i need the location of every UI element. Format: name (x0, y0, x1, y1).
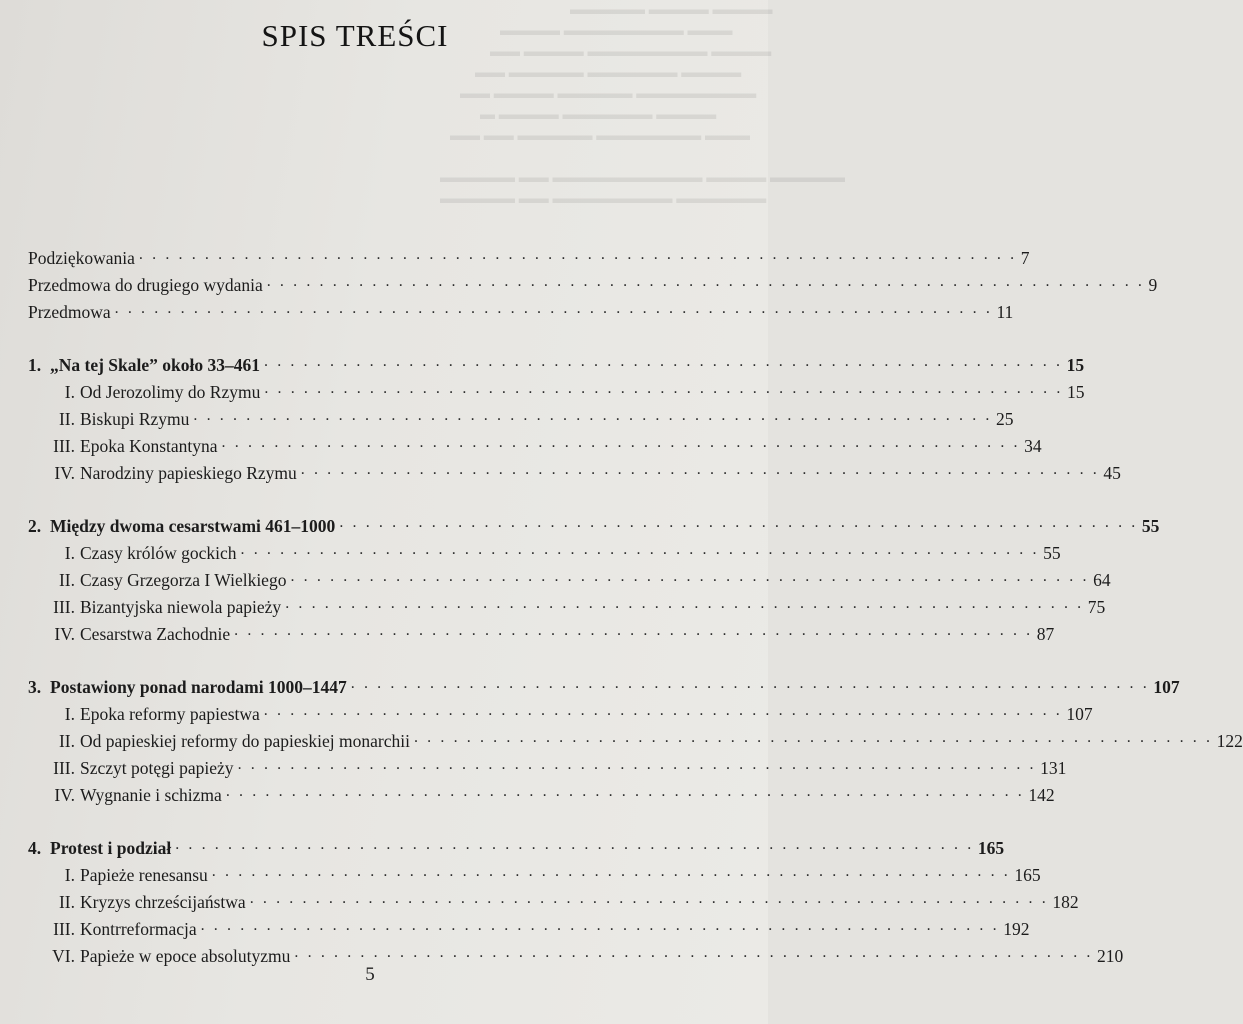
section-page: 131 (1040, 758, 1067, 778)
section-title: Szczyt potęgi papieży (80, 758, 234, 778)
section-number: I. (64, 704, 75, 724)
leader-dots: . . . . . . . . . . . . . . . . . . . . . . . . . . . . . . . . . . . . . . . . . . . . . . . . . . . . . . . . . . . . . (225, 783, 1025, 800)
leader-dots: . . . . . . . . . . . . . . . . . . . . . . . . . . . . . . . . . . . . . . . . . . . . . . . . . . . . . . . . . . . . . (290, 568, 1090, 585)
section-number: I. (64, 865, 75, 885)
section-number: II. (58, 409, 75, 429)
section-page: 55 (1043, 543, 1061, 563)
leader-dots: . . . . . . . . . . . . . . . . . . . . . . . . . . . . . . . . . . . . . . . . . . . . . . . . . . . . . . . . . . . . . (413, 729, 1213, 746)
toc-section[interactable] (28, 913, 1030, 940)
section-number: II. (58, 892, 75, 912)
chapter-number: 3. (28, 677, 42, 697)
leader-dots: . . . . . . . . . . . . . . . . . . . . . . . . . . . . . . . . . . . . . . . . . . . . . . . . . . . . . . . . . . . . . . . . . . . (266, 273, 1145, 290)
section-page: 107 (1066, 704, 1093, 724)
section-number: II. (58, 731, 75, 751)
section-page: 122 (1216, 731, 1243, 751)
toc-section[interactable] (28, 430, 1042, 457)
chapter-page: 165 (977, 838, 1005, 858)
section-page: 64 (1093, 570, 1111, 590)
leader-dots: . . . . . . . . . . . . . . . . . . . . . . . . . . . . . . . . . . . . . . . . . . . . . . . . . . . . . . . . . . . . . (285, 595, 1084, 612)
leader-dots: . . . . . . . . . . . . . . . . . . . . . . . . . . . . . . . . . . . . . . . . . . . . . . . . . . . . . . . . . . . . . (175, 836, 974, 853)
leader-dots: . . . . . . . . . . . . . . . . . . . . . . . . . . . . . . . . . . . . . . . . . . . . . . . . . . . . . . . . . . . . . (294, 944, 1094, 961)
leader-dots: . . . . . . . . . . . . . . . . . . . . . . . . . . . . . . . . . . . . . . . . . . . . . . . . . . . . . . . . . . . . . (263, 702, 1063, 719)
section-title: Czasy królów gockich (80, 543, 237, 563)
section-title: Papieże renesansu (80, 865, 208, 885)
leader-dots: . . . . . . . . . . . . . . . . . . . . . . . . . . . . . . . . . . . . . . . . . . . . . . . . . . . . . . . . . . . . . (193, 407, 992, 424)
chapter-title: Między dwoma cesarstwami 461–1000 (50, 516, 336, 536)
toc-chapter-4[interactable] (28, 832, 1005, 859)
section-title: Epoka reformy papiestwa (80, 704, 260, 724)
section-number: I. (64, 382, 75, 402)
section-title: Wygnanie i schizma (80, 785, 222, 805)
leader-dots: . . . . . . . . . . . . . . . . . . . . . . . . . . . . . . . . . . . . . . . . . . . . . . . . . . . . . . . . . . . . . (200, 917, 1000, 934)
section-number: II. (58, 570, 75, 590)
section-number: III. (53, 597, 75, 617)
section-page: 210 (1097, 946, 1124, 966)
toc-chapter-1[interactable] (28, 349, 1085, 376)
chapter-number: 1. (28, 355, 42, 375)
toc-entry-label: Podziękowania (28, 248, 135, 268)
toc-section[interactable] (28, 752, 1067, 779)
chapter-title: Protest i podział (50, 838, 172, 858)
section-number: III. (53, 758, 75, 778)
section-page: 15 (1066, 382, 1085, 402)
table-of-contents (28, 242, 1243, 967)
section-title: Kryzys chrześcijaństwa (80, 892, 246, 912)
page-number: 5 (365, 964, 375, 985)
toc-section[interactable] (28, 403, 1014, 430)
chapter-page: 107 (1153, 677, 1180, 697)
section-number: IV. (54, 624, 75, 644)
toc-entry-label: Przedmowa (28, 302, 111, 322)
section-title: Cesarstwa Zachodnie (80, 624, 231, 644)
section-number: III. (53, 436, 75, 456)
leader-dots: . . . . . . . . . . . . . . . . . . . . . . . . . . . . . . . . . . . . . . . . . . . . . . . . . . . . . . . . . . . . . (234, 622, 1033, 639)
section-title: Papieże w epoce absolutyzmu (80, 946, 291, 966)
toc-section[interactable] (28, 859, 1041, 886)
chapter-page: 15 (1066, 355, 1085, 375)
toc-entry-przedmowa-drugie[interactable] (28, 269, 1158, 296)
toc-section[interactable] (28, 537, 1061, 564)
section-page: 45 (1103, 463, 1121, 483)
section-title: Biskupi Rzymu (80, 409, 190, 429)
toc-section[interactable] (28, 779, 1055, 806)
leader-dots: . . . . . . . . . . . . . . . . . . . . . . . . . . . . . . . . . . . . . . . . . . . . . . . . . . . . . . . . . . . . . (350, 675, 1150, 692)
page-title: SPIS TREŚCI (261, 18, 449, 53)
section-page: 192 (1003, 919, 1030, 939)
section-page: 165 (1014, 865, 1041, 885)
chapter-title: Postawiony ponad narodami 1000–1447 (50, 677, 347, 697)
toc-section[interactable] (28, 591, 1106, 618)
section-title: Epoka Konstantyna (80, 436, 218, 456)
toc-entry-page: 9 (1148, 275, 1158, 295)
section-page: 75 (1087, 597, 1106, 617)
section-page: 142 (1028, 785, 1055, 805)
leader-dots: . . . . . . . . . . . . . . . . . . . . . . . . . . . . . . . . . . . . . . . . . . . . . . . . . . . . . . . . . . . . . . . . . . . (138, 246, 1017, 263)
toc-section[interactable] (28, 886, 1079, 913)
leader-dots: . . . . . . . . . . . . . . . . . . . . . . . . . . . . . . . . . . . . . . . . . . . . . . . . . . . . . . . . . . . . . (339, 514, 1138, 531)
toc-entry-przedmowa[interactable] (28, 296, 1014, 323)
section-title: Narodziny papieskiego Rzymu (80, 463, 297, 483)
toc-section[interactable] (28, 940, 1124, 967)
toc-section[interactable] (28, 698, 1093, 725)
leader-dots: . . . . . . . . . . . . . . . . . . . . . . . . . . . . . . . . . . . . . . . . . . . . . . . . . . . . . . . . . . . . . (221, 434, 1021, 451)
toc-chapter-2[interactable] (28, 510, 1160, 537)
leader-dots: . . . . . . . . . . . . . . . . . . . . . . . . . . . . . . . . . . . . . . . . . . . . . . . . . . . . . . . . . . . . . (264, 380, 1063, 397)
chapter-number: 4. (28, 838, 42, 858)
leader-dots: . . . . . . . . . . . . . . . . . . . . . . . . . . . . . . . . . . . . . . . . . . . . . . . . . . . . . . . . . . . . . (237, 756, 1037, 773)
section-number: IV. (54, 785, 75, 805)
toc-chapter-3[interactable] (28, 671, 1180, 698)
section-page: 182 (1052, 892, 1079, 912)
leader-dots: . . . . . . . . . . . . . . . . . . . . . . . . . . . . . . . . . . . . . . . . . . . . . . . . . . . . . . . . . . . . . . . . . . . (114, 300, 993, 317)
section-number: IV. (54, 463, 75, 483)
section-number: I. (64, 543, 75, 563)
chapter-title: „Na tej Skale” około 33–461 (50, 355, 260, 375)
section-number: VI. (52, 946, 75, 966)
section-title: Bizantyjska niewola papieży (80, 597, 282, 617)
toc-section[interactable] (28, 618, 1055, 645)
toc-section[interactable] (28, 376, 1085, 403)
toc-entry-page: 7 (1020, 248, 1030, 268)
section-page: 25 (996, 409, 1014, 429)
toc-section[interactable] (28, 564, 1111, 591)
toc-section[interactable] (28, 725, 1243, 752)
section-title: Kontrreformacja (80, 919, 197, 939)
section-page: 34 (1024, 436, 1042, 456)
section-title: Od papieskiej reformy do papieskiej monarchii (80, 731, 410, 751)
leader-dots: . . . . . . . . . . . . . . . . . . . . . . . . . . . . . . . . . . . . . . . . . . . . . . . . . . . . . . . . . . . . . (249, 890, 1049, 907)
toc-entry-podziekowania[interactable] (28, 242, 1030, 269)
leader-dots: . . . . . . . . . . . . . . . . . . . . . . . . . . . . . . . . . . . . . . . . . . . . . . . . . . . . . . . . . . . . . (264, 353, 1063, 370)
leader-dots: . . . . . . . . . . . . . . . . . . . . . . . . . . . . . . . . . . . . . . . . . . . . . . . . . . . . . . . . . . . . . (240, 541, 1040, 558)
chapter-page: 55 (1141, 516, 1160, 536)
toc-entry-page: 11 (996, 302, 1014, 322)
section-title: Czasy Grzegorza I Wielkiego (80, 570, 287, 590)
leader-dots: . . . . . . . . . . . . . . . . . . . . . . . . . . . . . . . . . . . . . . . . . . . . . . . . . . . . . . . . . . . . . (300, 461, 1100, 478)
section-number: III. (53, 919, 75, 939)
section-title: Od Jerozolimy do Rzymu (80, 382, 261, 402)
chapter-number: 2. (28, 516, 42, 536)
bleed-through-text: ▬▬▬▬▬ ▬▬▬▬ ▬▬▬▬ ▬▬▬▬ ▬▬▬▬▬▬▬▬ ▬▬▬ ▬▬ ▬▬▬▬ ▬▬▬▬▬▬▬▬ ▬▬▬▬ ▬▬ ▬▬▬▬▬ ▬▬▬▬▬▬ ▬▬▬▬ ▬▬ ▬▬▬▬ ▬▬▬▬▬ ▬▬▬▬▬▬▬▬ ▬ ▬▬▬▬ ▬▬▬▬▬▬ ▬▬▬▬ ▬▬ ▬▬ ▬▬▬▬▬ ▬▬▬▬▬▬▬ ▬▬▬ ▬▬▬▬▬ ▬▬ ▬▬▬▬▬▬▬▬▬▬ ▬▬▬▬ ▬▬▬▬▬ ▬▬▬▬▬ ▬▬ ▬▬▬▬▬▬▬▬ ▬▬▬▬▬▬ (440, 2, 845, 207)
toc-entry-label: Przedmowa do drugiego wydania (28, 275, 263, 295)
leader-dots: . . . . . . . . . . . . . . . . . . . . . . . . . . . . . . . . . . . . . . . . . . . . . . . . . . . . . . . . . . . . . (211, 863, 1011, 880)
section-page: 87 (1036, 624, 1055, 644)
toc-section[interactable] (28, 457, 1121, 484)
